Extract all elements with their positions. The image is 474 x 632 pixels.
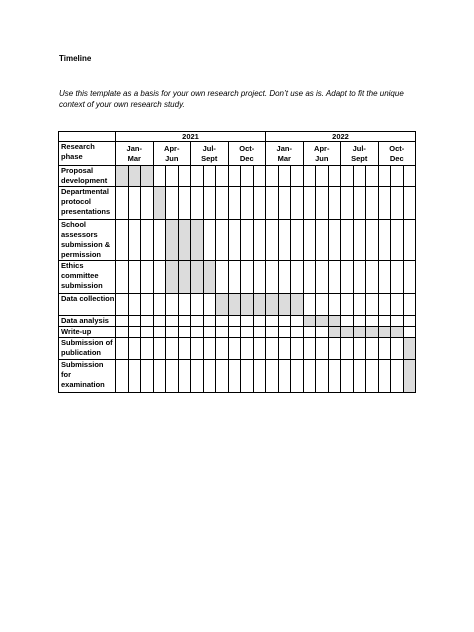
month-cell-filled xyxy=(241,294,254,316)
month-cell xyxy=(353,294,366,316)
month-cell xyxy=(203,360,216,393)
month-cell xyxy=(216,327,229,338)
month-cell xyxy=(241,261,254,294)
month-cell xyxy=(216,316,229,327)
quarter-header: Apr- Jun xyxy=(303,142,341,166)
phase-label: School assessors submission & permission xyxy=(59,220,116,261)
month-cell xyxy=(303,187,316,220)
month-cell-filled xyxy=(303,316,316,327)
month-cell xyxy=(241,360,254,393)
month-cell xyxy=(228,166,241,187)
month-cell xyxy=(128,360,141,393)
quarter-header: Jul- Sept xyxy=(341,142,379,166)
month-cell xyxy=(278,338,291,360)
month-cell-filled xyxy=(341,327,354,338)
month-cell xyxy=(278,327,291,338)
month-cell xyxy=(116,316,129,327)
month-cell xyxy=(166,166,179,187)
table-row xyxy=(59,166,416,187)
month-cell xyxy=(341,261,354,294)
table-row xyxy=(59,187,416,220)
month-cell xyxy=(191,316,204,327)
month-cell xyxy=(366,360,379,393)
month-cell xyxy=(278,166,291,187)
month-cell xyxy=(328,187,341,220)
month-cell-filled xyxy=(153,187,166,220)
month-cell xyxy=(166,316,179,327)
quarter-header: Jul- Sept xyxy=(191,142,229,166)
month-cell xyxy=(141,338,154,360)
month-cell xyxy=(291,187,304,220)
month-cell xyxy=(403,316,416,327)
month-cell xyxy=(128,338,141,360)
month-cell xyxy=(366,338,379,360)
month-cell xyxy=(328,360,341,393)
month-cell xyxy=(341,316,354,327)
month-cell xyxy=(303,360,316,393)
month-cell xyxy=(178,187,191,220)
month-cell-filled xyxy=(403,338,416,360)
month-cell xyxy=(303,261,316,294)
month-cell xyxy=(378,360,391,393)
month-cell-filled xyxy=(266,294,279,316)
table-row xyxy=(59,338,416,360)
phase-label: Data collection xyxy=(59,294,116,316)
quarter-header: Oct- Dec xyxy=(228,142,266,166)
month-cell xyxy=(203,166,216,187)
month-cell xyxy=(266,360,279,393)
month-cell-filled xyxy=(191,220,204,261)
month-cell xyxy=(291,327,304,338)
month-cell xyxy=(178,316,191,327)
month-cell xyxy=(178,338,191,360)
month-cell-filled xyxy=(403,360,416,393)
month-cell-filled xyxy=(316,316,329,327)
month-cell xyxy=(341,294,354,316)
month-cell xyxy=(191,327,204,338)
month-cell xyxy=(266,261,279,294)
month-cell xyxy=(353,187,366,220)
month-cell xyxy=(316,220,329,261)
month-cell xyxy=(266,220,279,261)
month-cell xyxy=(216,187,229,220)
month-cell xyxy=(128,261,141,294)
month-cell xyxy=(153,360,166,393)
month-cell xyxy=(166,294,179,316)
month-cell xyxy=(203,220,216,261)
month-cell xyxy=(203,294,216,316)
month-cell-filled xyxy=(141,166,154,187)
month-cell xyxy=(203,316,216,327)
month-cell xyxy=(391,220,404,261)
month-cell xyxy=(228,327,241,338)
month-cell xyxy=(353,261,366,294)
month-cell xyxy=(341,187,354,220)
month-cell xyxy=(378,187,391,220)
month-cell xyxy=(191,338,204,360)
month-cell xyxy=(303,294,316,316)
month-cell xyxy=(353,360,366,393)
month-cell xyxy=(328,294,341,316)
month-cell xyxy=(141,360,154,393)
month-cell xyxy=(378,220,391,261)
month-cell xyxy=(216,166,229,187)
month-cell xyxy=(328,338,341,360)
month-cell xyxy=(228,220,241,261)
month-cell xyxy=(341,166,354,187)
month-cell xyxy=(291,360,304,393)
month-cell xyxy=(328,166,341,187)
header-corner xyxy=(59,132,116,142)
phase-column-header: Research phase xyxy=(59,142,116,166)
month-cell xyxy=(116,327,129,338)
month-cell xyxy=(253,166,266,187)
month-cell-filled xyxy=(378,327,391,338)
month-cell xyxy=(391,261,404,294)
month-cell xyxy=(391,187,404,220)
month-cell xyxy=(228,338,241,360)
month-cell xyxy=(228,316,241,327)
month-cell xyxy=(366,166,379,187)
month-cell xyxy=(303,327,316,338)
month-cell xyxy=(203,338,216,360)
month-cell xyxy=(116,338,129,360)
month-cell xyxy=(216,360,229,393)
month-cell-filled xyxy=(216,294,229,316)
month-cell xyxy=(378,261,391,294)
month-cell xyxy=(153,316,166,327)
month-cell xyxy=(316,327,329,338)
year-header: 2022 xyxy=(266,132,416,142)
timeline-table xyxy=(58,131,416,393)
month-cell xyxy=(166,360,179,393)
month-cell xyxy=(241,327,254,338)
month-cell xyxy=(378,338,391,360)
month-cell xyxy=(366,187,379,220)
month-cell xyxy=(278,261,291,294)
month-cell xyxy=(116,187,129,220)
month-cell xyxy=(278,316,291,327)
month-cell xyxy=(353,316,366,327)
month-cell xyxy=(353,220,366,261)
month-cell xyxy=(353,166,366,187)
phase-label: Proposal development xyxy=(59,166,116,187)
month-cell xyxy=(166,338,179,360)
quarter-header: Apr- Jun xyxy=(153,142,191,166)
month-cell-filled xyxy=(328,327,341,338)
month-cell xyxy=(403,166,416,187)
month-cell xyxy=(366,316,379,327)
month-cell-filled xyxy=(353,327,366,338)
month-cell xyxy=(253,187,266,220)
month-cell xyxy=(153,294,166,316)
intro-text: Use this template as a basis for your own research project. Don’t use as is. Adapt to fit the unique context of your own research study. xyxy=(59,89,404,109)
month-cell xyxy=(253,316,266,327)
month-cell xyxy=(278,360,291,393)
table-row xyxy=(59,220,416,261)
month-cell-filled xyxy=(278,294,291,316)
month-cell xyxy=(241,187,254,220)
month-cell xyxy=(178,327,191,338)
month-cell xyxy=(403,187,416,220)
month-cell xyxy=(403,294,416,316)
month-cell-filled xyxy=(228,294,241,316)
month-cell xyxy=(241,338,254,360)
month-cell xyxy=(241,220,254,261)
month-cell xyxy=(341,360,354,393)
month-cell xyxy=(391,316,404,327)
month-cell xyxy=(253,338,266,360)
month-cell xyxy=(253,220,266,261)
table-row xyxy=(59,316,416,327)
month-cell-filled xyxy=(391,327,404,338)
month-cell xyxy=(291,166,304,187)
month-cell-filled xyxy=(328,316,341,327)
table-row xyxy=(59,261,416,294)
month-cell-filled xyxy=(178,261,191,294)
page-title: Timeline xyxy=(59,54,92,63)
month-cell xyxy=(178,166,191,187)
month-cell xyxy=(303,338,316,360)
month-cell xyxy=(316,166,329,187)
month-cell xyxy=(266,327,279,338)
month-cell-filled xyxy=(178,220,191,261)
month-cell xyxy=(316,338,329,360)
month-cell xyxy=(241,316,254,327)
month-cell xyxy=(316,261,329,294)
month-cell xyxy=(141,261,154,294)
month-cell xyxy=(128,316,141,327)
month-cell xyxy=(266,187,279,220)
month-cell xyxy=(141,327,154,338)
month-cell xyxy=(341,220,354,261)
month-cell xyxy=(291,220,304,261)
month-cell xyxy=(116,294,129,316)
phase-label: Ethics committee submission xyxy=(59,261,116,294)
month-cell xyxy=(128,294,141,316)
month-cell xyxy=(303,220,316,261)
month-cell xyxy=(153,338,166,360)
month-cell xyxy=(378,316,391,327)
month-cell xyxy=(191,294,204,316)
month-cell xyxy=(191,360,204,393)
month-cell xyxy=(166,327,179,338)
table-row xyxy=(59,360,416,393)
phase-label: Submission for examination xyxy=(59,360,116,393)
month-cell xyxy=(153,220,166,261)
month-cell xyxy=(203,327,216,338)
month-cell xyxy=(328,261,341,294)
month-cell xyxy=(341,338,354,360)
month-cell xyxy=(141,187,154,220)
month-cell xyxy=(178,360,191,393)
month-cell xyxy=(391,166,404,187)
month-cell xyxy=(266,338,279,360)
phase-label: Data analysis xyxy=(59,316,116,327)
month-cell xyxy=(316,360,329,393)
month-cell xyxy=(353,338,366,360)
month-cell xyxy=(378,166,391,187)
month-cell xyxy=(153,327,166,338)
month-cell xyxy=(378,294,391,316)
month-cell xyxy=(391,360,404,393)
month-cell xyxy=(328,220,341,261)
month-cell xyxy=(366,294,379,316)
month-cell xyxy=(153,166,166,187)
month-cell xyxy=(366,220,379,261)
month-cell xyxy=(128,327,141,338)
month-cell xyxy=(166,187,179,220)
table-row xyxy=(59,327,416,338)
month-cell xyxy=(253,261,266,294)
month-cell xyxy=(216,220,229,261)
month-cell xyxy=(203,187,216,220)
month-cell xyxy=(228,187,241,220)
year-header: 2021 xyxy=(116,132,266,142)
month-cell xyxy=(291,316,304,327)
month-cell-filled xyxy=(253,294,266,316)
month-cell xyxy=(191,166,204,187)
month-cell xyxy=(403,327,416,338)
month-cell-filled xyxy=(166,261,179,294)
month-cell xyxy=(178,294,191,316)
month-cell xyxy=(278,220,291,261)
month-cell xyxy=(253,327,266,338)
month-cell xyxy=(191,187,204,220)
phase-label: Submission of publication xyxy=(59,338,116,360)
month-cell xyxy=(128,220,141,261)
month-cell xyxy=(278,187,291,220)
month-cell-filled xyxy=(366,327,379,338)
month-cell xyxy=(228,360,241,393)
month-cell xyxy=(141,316,154,327)
month-cell xyxy=(253,360,266,393)
month-cell xyxy=(291,338,304,360)
month-cell xyxy=(141,294,154,316)
month-cell xyxy=(266,166,279,187)
phase-label: Departmental protocol presentations xyxy=(59,187,116,220)
month-cell xyxy=(391,294,404,316)
month-cell xyxy=(391,338,404,360)
month-cell xyxy=(316,187,329,220)
month-cell xyxy=(116,261,129,294)
month-cell-filled xyxy=(128,166,141,187)
quarter-header: Jan- Mar xyxy=(266,142,304,166)
month-cell xyxy=(403,261,416,294)
table-row xyxy=(59,294,416,316)
month-cell-filled xyxy=(291,294,304,316)
phase-label: Write-up xyxy=(59,327,116,338)
month-cell-filled xyxy=(116,166,129,187)
month-cell xyxy=(116,220,129,261)
month-cell xyxy=(128,187,141,220)
month-cell xyxy=(141,220,154,261)
month-cell-filled xyxy=(166,220,179,261)
month-cell xyxy=(266,316,279,327)
month-cell-filled xyxy=(203,261,216,294)
quarter-header: Jan- Mar xyxy=(116,142,154,166)
month-cell xyxy=(241,166,254,187)
month-cell xyxy=(403,220,416,261)
quarter-header: Oct- Dec xyxy=(378,142,416,166)
month-cell xyxy=(228,261,241,294)
month-cell xyxy=(153,261,166,294)
month-cell xyxy=(316,294,329,316)
month-cell xyxy=(116,360,129,393)
month-cell xyxy=(291,261,304,294)
month-cell-filled xyxy=(191,261,204,294)
month-cell xyxy=(366,261,379,294)
month-cell xyxy=(216,261,229,294)
month-cell xyxy=(216,338,229,360)
month-cell xyxy=(303,166,316,187)
